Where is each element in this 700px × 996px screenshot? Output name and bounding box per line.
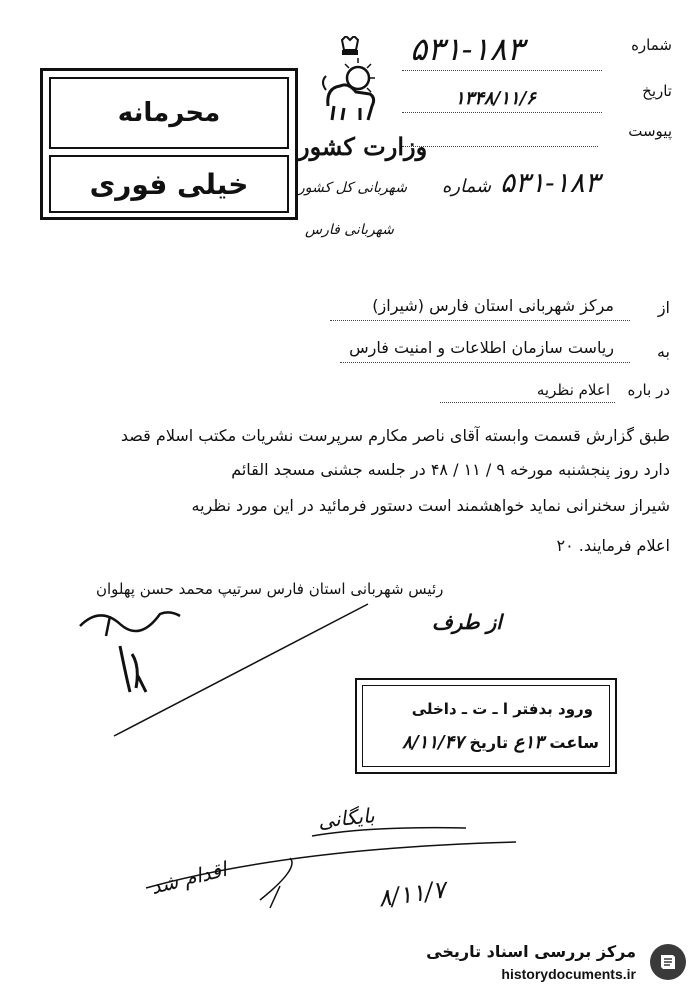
entry-time-label: ساعت [549,733,599,752]
entry-stamp-row [402,732,599,753]
number-value: ۵۳۱-۱۸۳ [410,30,524,68]
date-label: تاریخ [642,82,672,100]
entry-stamp [355,678,617,774]
to-dotline [340,362,630,363]
number-note [442,166,600,199]
subject-label: در باره [627,381,670,399]
archive-logo-icon [650,944,686,980]
subject-dotline [440,402,615,403]
number-dotline [402,70,602,71]
from-value: مرکز شهربانی استان فارس (شیراز) [372,296,614,315]
org-line-1: شهربانی کل کشور [298,180,407,196]
date-dotline [402,112,602,113]
number-label: شماره [631,36,672,54]
ministry-title: وزارت کشور [298,132,428,161]
org-line-2: شهربانی فارس [305,222,394,238]
from-dotline [330,320,630,321]
to-value: ریاست سازمان اطلاعات و امنیت فارس [349,338,614,357]
attachment-label: پیوست [628,122,672,140]
entry-stamp-title: ورود بدفتر ا ـ ت ـ داخلی [411,700,593,718]
annotation-curve [140,828,520,918]
attachment-dotline [402,146,598,147]
entry-time-value: ۱۳ع [513,732,544,753]
subject-value: اعلام نظریه [536,381,610,399]
classification-stamp [40,68,298,220]
from-label: از [657,298,670,317]
signature-line: رئیس شهربانی استان فارس سرتیپ محمد حسن پهلوان [96,580,444,598]
number-note-value: ۵۳۱-۱۸۳ [500,166,600,199]
number-note-label: شماره [442,176,492,197]
body-line-2: دارد روز پنجشنبه مورخه ۹ / ۱۱ / ۴۸ در جلسه جشنی مسجد القائم [231,460,670,479]
to-label: به [656,342,670,361]
watermark-title: مرکز بررسی اسناد تاریخی [426,942,636,961]
body-line-1: طبق گزارش قسمت وابسته آقای ناصر مکارم سرپرست نشریات مکتب اسلام قصد [120,426,670,445]
action-note: اقدام شد [148,857,229,899]
body-line-3: شیراز سخنرانی نماید خواهشمند است دستور فرمائید در این مورد نظریه [191,496,670,515]
classification-confidential: محرمانه [49,77,289,149]
date-note: ۸/۱۱/۷ [376,875,448,913]
date-value: ۱۳۴۸/۱۱/۶ [455,88,536,109]
entry-date-value: ۸/۱۱/۴۷ [402,732,464,753]
body-line-4: اعلام فرمایند. ۲۰ [556,536,670,555]
diagonal-stroke [108,600,378,740]
lion-and-sun-emblem [318,36,382,124]
on-behalf-note: از طرف [432,610,502,634]
archive-note: بایگانی [316,803,376,833]
classification-urgent: خیلی فوری [49,155,289,213]
entry-date-label: تاریخ [469,733,509,752]
watermark-url: historydocuments.ir [501,966,636,982]
